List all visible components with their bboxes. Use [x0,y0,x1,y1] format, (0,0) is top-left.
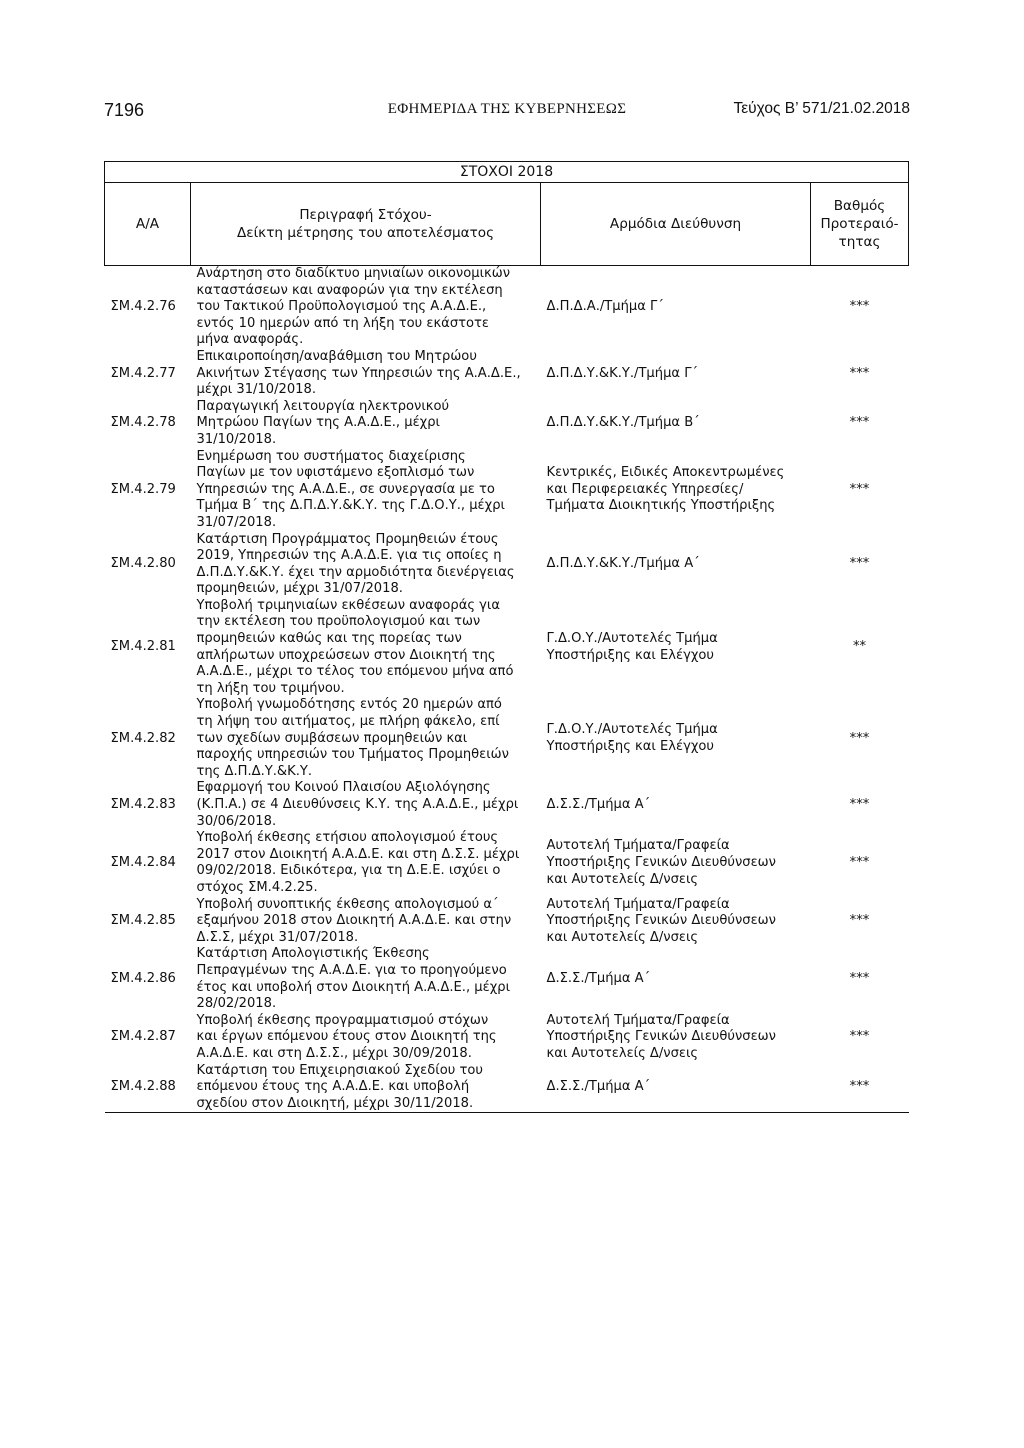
goal-description-line: Κατάρτιση του Επιχειρησιακού Σχεδίου του [196,1062,483,1078]
goal-description-line: Α.Α.Δ.Ε. και στη Δ.Σ.Σ., μέχρι 30/09/2018. [196,1045,472,1061]
goal-description-line: των σχεδίων συμβάσεων προμηθειών και [196,730,468,746]
goal-description [191,266,541,349]
priority-rating: *** [849,1029,870,1045]
goal-description-line: στόχος ΣΜ.4.2.25. [196,879,318,895]
goal-id: ΣΜ.4.2.87 [110,1029,176,1045]
responsible-department-line: Δ.Π.Δ.Υ.&Κ.Υ./Τμήμα Γ΄ [546,365,699,381]
priority-rating: *** [849,971,870,987]
goal-description-line: Παγίων με τον υφιστάμενο εξοπλισμό των [196,465,475,481]
table-row [105,399,909,449]
column-header-priority-line3: τητας [838,234,881,250]
goal-description-line: σχεδίου στον Διοικητή, μέχρι 30/11/2018. [196,1095,474,1111]
goal-description-line: Κατάρτιση Προγράμματος Προμηθειών έτους [196,531,499,547]
goal-description-line: 31/07/2018. [196,514,277,530]
goal-id: ΣΜ.4.2.77 [110,365,176,381]
goal-description-line: 09/02/2018. Ειδικότερα, για τη Δ.Ε.Ε. ισχύει ο [196,863,501,879]
goal-description-line: Κατάρτιση Απολογιστικής Έκθεσης [196,946,430,962]
goal-id: ΣΜ.4.2.76 [110,299,176,315]
responsible-department-line: Δ.Σ.Σ./Τμήμα Α΄ [546,797,651,812]
table-row [105,697,909,780]
table-row [105,946,909,1012]
responsible-department-line: Γ.Δ.Ο.Υ./Αυτοτελές Τμήμα [546,631,718,647]
column-header-description-line2: Δείκτη μέτρησης του αποτελέσματος [236,225,495,241]
goal-description-line: τη λήξη του τριμήνου. [196,680,345,696]
table-row [105,266,909,349]
goal-description-line: προμηθειών καθώς και της πορείας των [196,631,462,647]
page-header [104,100,910,124]
priority-rating: ** [852,639,867,655]
goal-description-line: Ακινήτων Στέγασης των Υπηρεσιών της Α.Α.Δ.Ε., [196,365,521,381]
goal-description-line: 2017 στον Διοικητή Α.Α.Δ.Ε. και στη Δ.Σ.Σ. μέχρι [196,846,520,862]
goal-description-line: Ενημέρωση του συστήματος διαχείρισης [196,448,466,464]
responsible-department-line: Υποστήριξης και Ελέγχου [546,647,715,663]
responsible-department [541,946,811,1012]
responsible-department-line: Υποστήριξης και Ελέγχου [546,738,715,754]
responsible-department-line: Κεντρικές, Ειδικές Αποκεντρωμένες [546,465,785,481]
goal-description-line: Ανάρτηση στο διαδίκτυο μηνιαίων οικονομικών [196,266,511,281]
priority-rating: *** [849,855,870,871]
goal-description-line: τη λήψη του αιτήματος, με πλήρη φάκελο, επί [196,714,500,730]
priority-rating: *** [849,730,870,746]
goal-description-line: 30/06/2018. [196,813,277,829]
column-header-department: Αρμόδια Διεύθυνση [541,183,811,266]
table-row [105,830,909,896]
table-row [105,449,909,532]
goal-description-line: μέχρι 31/10/2018. [196,382,317,398]
table-row [105,780,909,830]
table-title: ΣΤΟΧΟΙ 2018 [105,162,909,183]
goal-id: ΣΜ.4.2.86 [110,971,176,987]
goal-description [191,697,541,780]
goal-description-line: 2019, Υπηρεσιών της Α.Α.Δ.Ε. για τις οποίες η [196,548,502,564]
responsible-department [541,266,811,349]
responsible-department-line: και Περιφερειακές Υπηρεσίες/ [546,481,744,497]
column-header-priority [811,183,909,266]
goal-id: ΣΜ.4.2.85 [110,913,176,929]
goal-description [191,1063,541,1113]
column-header-description-line1: Περιγραφή Στόχου- [299,207,432,223]
responsible-department [541,598,811,698]
responsible-department [541,532,811,598]
goal-id: ΣΜ.4.2.80 [110,556,176,572]
page-number: 7196 [104,100,145,120]
goal-description-line: Επικαιροποίηση/αναβάθμιση του Μητρώου [196,348,477,364]
goal-description-line: εντός 10 ημερών από τη λήξη του εκάστοτε [196,315,489,331]
goal-id: ΣΜ.4.2.78 [110,415,176,431]
goal-description [191,349,541,399]
responsible-department-line: Δ.Σ.Σ./Τμήμα Α΄ [546,971,651,987]
responsible-department-line: Γ.Δ.Ο.Υ./Αυτοτελές Τμήμα [546,722,718,738]
column-header-description [191,183,541,266]
responsible-department-line: Τμήματα Διοικητικής Υποστήριξης [546,498,776,514]
goals-table [104,161,909,1113]
responsible-department-line: και Αυτοτελείς Δ/νσεις [546,1045,699,1061]
goal-description-line: καταστάσεων και αναφορών για την εκτέλεση [196,282,503,298]
goal-description-line: 31/10/2018. [196,431,277,447]
responsible-department-line: και Αυτοτελείς Δ/νσεις [546,929,699,945]
goal-description-line: 28/02/2018. [196,996,277,1012]
table-row [105,1013,909,1063]
goal-description-line: απλήρωτων υποχρεώσεων στον Διοικητή της [196,647,496,663]
column-header-id: Α/Α [105,183,191,266]
table-row [105,532,909,598]
goal-description-line: Υποβολή γνωμοδότησης εντός 20 ημερών από [196,697,502,713]
goal-description-line: Παραγωγική λειτουργία ηλεκτρονικού [196,398,450,414]
responsible-department [541,349,811,399]
column-header-priority-line2: Προτεραιό- [820,216,899,232]
goal-description [191,449,541,532]
goal-description [191,1013,541,1063]
goal-description [191,897,541,947]
priority-rating: *** [849,556,870,572]
responsible-department-line: Δ.Π.Δ.Α./Τμήμα Γ΄ [546,299,664,315]
table-row [105,598,909,698]
goal-id: ΣΜ.4.2.82 [110,730,176,746]
responsible-department-line: Αυτοτελή Τμήματα/Γραφεία [546,896,730,912]
responsible-department-line: Αυτοτελή Τμήματα/Γραφεία [546,1012,730,1028]
responsible-department-line: Υποστήριξης Γενικών Διευθύνσεων [546,913,776,929]
goal-description [191,399,541,449]
goal-description [191,598,541,698]
goal-description-line: Δ.Π.Δ.Υ.&Κ.Υ. έχει την αρμοδιότητα διενέργειας [196,564,515,580]
responsible-department-line: Δ.Π.Δ.Υ.&Κ.Υ./Τμήμα Α΄ [546,556,700,572]
goal-description-line: του Τακτικού Προϋπολογισμού της Α.Α.Δ.Ε., [196,299,487,315]
table-row [105,897,909,947]
responsible-department [541,399,811,449]
responsible-department [541,1063,811,1113]
goal-id: ΣΜ.4.2.81 [110,639,176,655]
goal-description [191,830,541,896]
priority-rating: *** [849,299,870,315]
goal-id: ΣΜ.4.2.84 [110,855,176,871]
goal-description-line: την εκτέλεση του προϋπολογισμού και των [196,614,481,630]
goal-description-line: και έργων επόμενου έτους στον Διοικητή της [196,1029,497,1045]
goal-description-line: παροχής υπηρεσιών του Τμήματος Προμηθειών [196,747,509,763]
goal-description-line: εξαμήνου 2018 στον Διοικητή Α.Α.Δ.Ε. και στην [196,913,512,929]
goal-description-line: Α.Α.Δ.Ε., μέχρι το τέλος του επόμενου μήνα από [196,664,514,680]
goal-description-line: Δ.Σ.Σ, μέχρι 31/07/2018. [196,929,359,945]
goal-description-line: μήνα αναφοράς. [196,332,304,348]
goal-description-line: Υποβολή συνοπτικής έκθεσης απολογισμού α΄ [196,896,499,912]
responsible-department-line: Υποστήριξης Γενικών Διευθύνσεων [546,855,776,871]
responsible-department-line: Αυτοτελή Τμήματα/Γραφεία [546,838,730,854]
goal-description [191,532,541,598]
goal-description-line: Μητρώου Παγίων της Α.Α.Δ.Ε., μέχρι [196,415,440,431]
priority-rating: *** [849,913,870,929]
goal-description-line: της Δ.Π.Δ.Υ.&Κ.Υ. [196,763,313,779]
responsible-department-line: και Αυτοτελείς Δ/νσεις [546,871,699,887]
priority-rating: *** [849,415,870,431]
priority-rating: *** [811,1063,909,1113]
goal-description-line: (Κ.Π.Α.) σε 4 Διευθύνσεις Κ.Υ. της Α.Α.Δ.Ε., μέχρι [196,797,519,812]
goal-description-line: Εφαρμογή του Κοινού Πλαισίου Αξιολόγησης [196,780,491,796]
goal-description-line: Υποβολή έκθεσης προγραμματισμού στόχων [196,1012,489,1028]
priority-rating: *** [849,365,870,381]
goal-description [191,780,541,830]
goal-id: ΣΜ.4.2.83 [110,797,176,812]
goal-id: ΣΜ.4.2.88 [105,1063,191,1113]
goal-description-line: προμηθειών, μέχρι 31/07/2018. [196,581,403,597]
goal-description-line: έτος και υποβολή στον Διοικητή Α.Α.Δ.Ε., μέχρι [196,979,510,995]
responsible-department [541,897,811,947]
responsible-department-line: Δ.Σ.Σ./Τμήμα Α΄ [546,1079,651,1095]
table-row [105,1063,909,1113]
responsible-department-line: Δ.Π.Δ.Υ.&Κ.Υ./Τμήμα Β΄ [546,415,700,431]
column-header-priority-line1: Βαθμός [833,198,886,214]
gazette-title: ΕΦΗΜΕΡΙΔΑ ΤΗΣ ΚΥΒΕΡΝΗΣΕΩΣ [387,101,627,117]
priority-rating: *** [849,797,870,812]
responsible-department [541,780,811,830]
table-row [105,349,909,399]
goal-description-line: Υπηρεσιών της Α.Α.Δ.Ε., σε συνεργασία με το [196,481,495,497]
responsible-department [541,1013,811,1063]
goal-description-line: Τμήμα Β΄ της Δ.Π.Δ.Υ.&Κ.Υ. της Γ.Δ.Ο.Υ., μέχρι [196,498,505,514]
goal-id: ΣΜ.4.2.79 [110,481,176,497]
responsible-department [541,697,811,780]
goal-description [191,946,541,1012]
responsible-department [541,449,811,532]
responsible-department-line: Υποστήριξης Γενικών Διευθύνσεων [546,1029,776,1045]
goal-description-line: επόμενου έτους της Α.Α.Δ.Ε. και υποβολή [196,1079,470,1095]
priority-rating: *** [849,481,870,497]
issue-reference: Τεύχος Β’ 571/21.02.2018 [733,100,910,117]
goal-description-line: Πεπραγμένων της Α.Α.Δ.Ε. για το προηγούμενο [196,962,507,978]
goals-table-body [105,266,909,1113]
goal-description-line: Υποβολή έκθεσης ετήσιου απολογισμού έτους [196,830,499,846]
responsible-department [541,830,811,896]
goal-description-line: Υποβολή τριμηνιαίων εκθέσεων αναφοράς για [196,597,500,613]
